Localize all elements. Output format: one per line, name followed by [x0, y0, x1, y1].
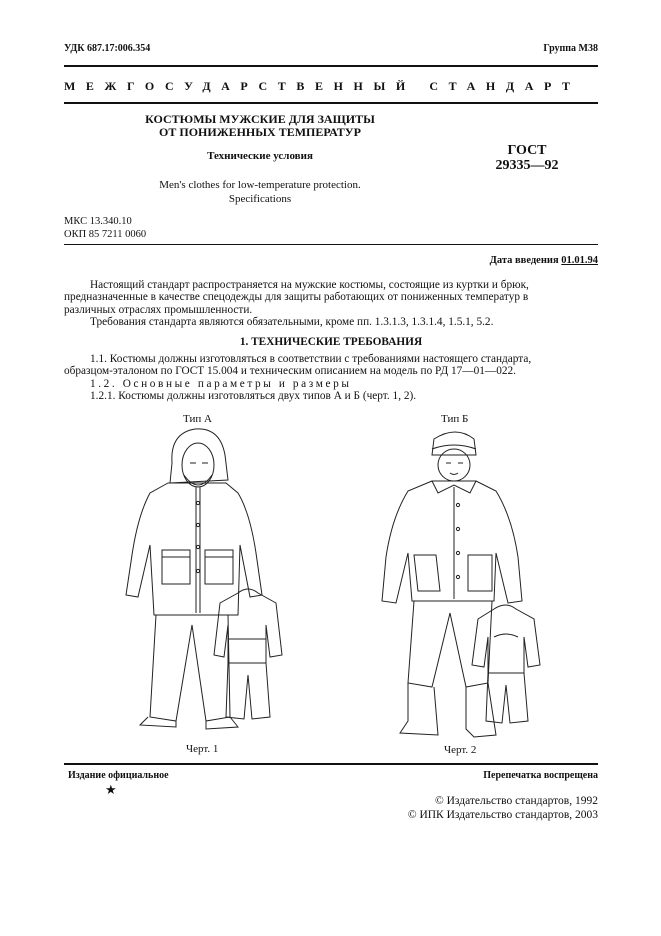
group-code: Группа М38: [543, 43, 598, 54]
intro-date-value: 01.01.94: [561, 255, 598, 266]
english-title: [120, 178, 400, 206]
figure-1-caption: Черт. 1: [186, 743, 219, 755]
document-subtitle: Технические условия: [207, 150, 313, 162]
okp-code: ОКП 85 7211 0060: [64, 229, 147, 240]
title-line-1: КОСТЮМЫ МУЖСКИЕ ДЛЯ ЗАЩИТЫ: [145, 112, 375, 126]
figure-1-suit-type-a: [110, 425, 300, 737]
copyright-2003: © ИПК Издательство стандартов, 2003: [407, 809, 598, 821]
title-line-2: ОТ ПОНИЖЕННЫХ ТЕМПЕРАТУР: [159, 125, 361, 139]
official-edition: Издание официальное: [68, 770, 169, 781]
document-title: [120, 113, 400, 139]
footer-rule: [64, 763, 598, 765]
mks-code: МКС 13.340.10: [64, 216, 132, 227]
english-title-line-2: Specifications: [228, 193, 292, 205]
header-rule-top: [64, 65, 598, 67]
figure-type-b-label: Тип Б: [441, 413, 469, 425]
gost-designation: [472, 143, 582, 173]
figure-type-a-label: Тип А: [183, 413, 212, 425]
reprint-prohibited: Перепечатка воспрещена: [483, 770, 598, 781]
codes-rule: [64, 244, 598, 245]
body-paragraph-scope: [64, 279, 598, 316]
header-rule-bottom: [64, 102, 598, 104]
gost-label: ГОСТ: [507, 143, 547, 158]
standard-banner: МЕЖГОСУДАРСТВЕННЫЙ СТАНДАРТ: [64, 79, 581, 93]
gost-number: 29335—92: [495, 158, 559, 173]
scope-line-1: Настоящий стандарт распространяется на мужские костюмы, состоящие из куртки и брюк,: [90, 279, 529, 291]
body-paragraph-mandatory: Требования стандарта являются обязательными, кроме пп. 1.3.1.3, 1.3.1.4, 1.5.1, 5.2.: [90, 316, 494, 328]
intro-date-label: Дата введения: [489, 255, 559, 266]
figure-2-caption: Черт. 2: [444, 744, 477, 756]
copyright-1992: © Издательство стандартов, 1992: [434, 795, 598, 807]
clause-1-2-1: 1.2.1. Костюмы должны изготовляться двух типов А и Б (черт. 1, 2).: [90, 390, 417, 402]
clause-1-1-line-1: 1.1. Костюмы должны изготовляться в соответствии с требованиями настоящего стандарта,: [90, 353, 532, 365]
udk-code: УДК 687.17:006.354: [64, 43, 151, 54]
figure-2-suit-type-b: [370, 425, 560, 745]
scope-line-2: предназначенные в качестве спецодежды для защиты работающих от пониженных температур в: [64, 291, 529, 304]
introduction-date: [490, 255, 598, 266]
scope-line-3: различных отраслях промышленности.: [64, 303, 253, 316]
clause-1-1-line-2: образцом-эталоном по ГОСТ 15.004 и техническим описанием на модель по РД 17—01—022.: [64, 365, 516, 378]
english-title-line-1: Men's clothes for low-temperature protection.: [159, 179, 361, 191]
star-icon: ★: [105, 782, 117, 797]
classification-codes: [64, 215, 146, 241]
body-paragraph-1-1: [64, 353, 598, 378]
section-heading: 1. ТЕХНИЧЕСКИЕ ТРЕБОВАНИЯ: [239, 336, 423, 348]
clause-1-2: 1.2. Основные параметры и размеры: [90, 378, 352, 390]
